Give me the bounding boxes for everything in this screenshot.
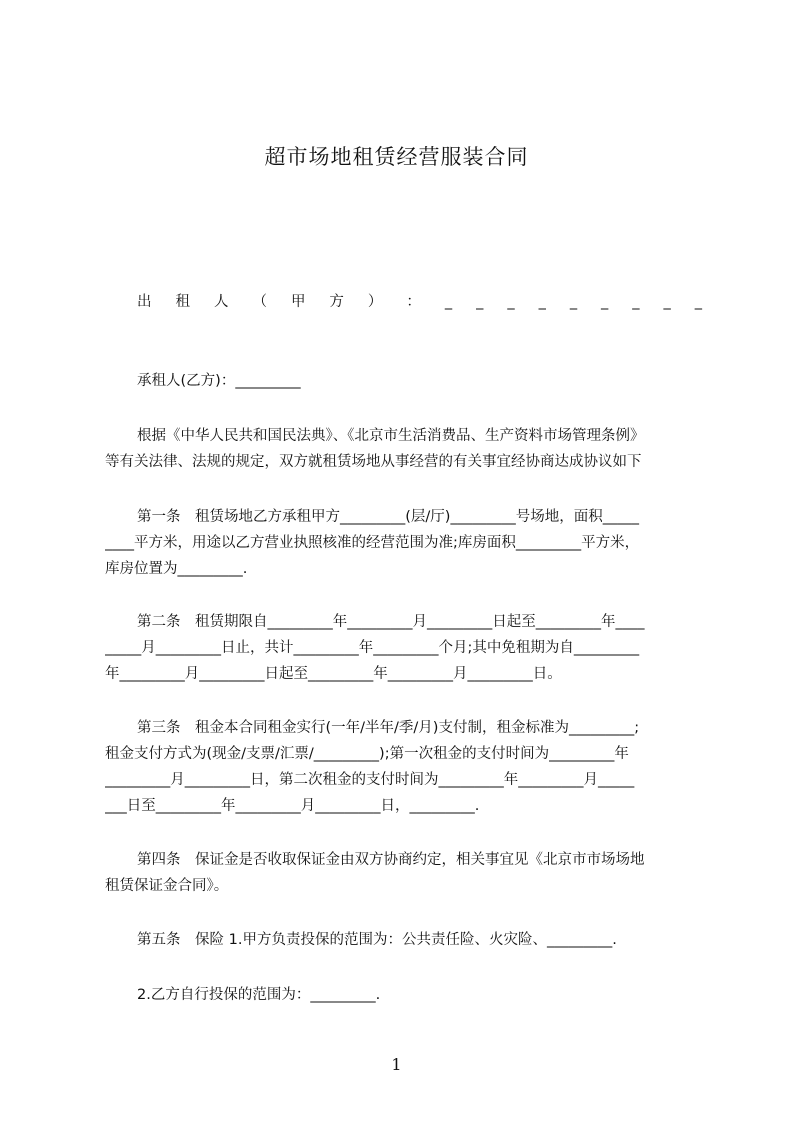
preamble-line-2: 等有关法律、法规的规定，双方就租赁场地从事经营的有关事宜经协商达成协议如下 bbox=[105, 454, 642, 470]
lessor-blank: _ bbox=[507, 294, 515, 310]
article-1-line-3: 库房位置为_________. bbox=[105, 561, 248, 577]
article-2-line-2: _____月_________日止，共计_________年_________个月;其中免租期为自_________ bbox=[105, 640, 640, 656]
lessor-blank: _ bbox=[601, 294, 609, 310]
lessor-char: 甲 bbox=[290, 294, 306, 310]
article-3-line-1: 第三条 租金本合同租金实行(一年/半年/季/月)支付制，租金标准为_________; bbox=[137, 720, 640, 736]
lessor-blank: _ bbox=[569, 294, 578, 310]
lessor-char: 方 bbox=[329, 294, 344, 310]
article-2-line-3: 年_________月_________日起至_________年_________月_________日。 bbox=[105, 666, 562, 682]
lessor-blank: _ bbox=[663, 294, 671, 310]
preamble-line-1: 根据《中华人民共和国民法典》、《北京市生活消费品、生产资料市场管理条例》 bbox=[137, 428, 645, 444]
article-3-line-3: _________月_________日，第二次租金的支付时间为_________年_________月_____ bbox=[105, 772, 635, 788]
article-3-line-2: 租金支付方式为(现金/支票/汇票/_________);第一次租金的支付时间为_________年 bbox=[105, 746, 629, 762]
lessor-blank: _ bbox=[444, 294, 453, 310]
article-1-line-1: 第一条 租赁场地乙方承租甲方_________(层/厅)_________号场地，面积_____ bbox=[137, 509, 639, 525]
page-number: 1 bbox=[391, 1055, 402, 1074]
article-5-line-2: 2.乙方自行投保的范围为：_________. bbox=[137, 987, 381, 1003]
lessee-line: 承租人(乙方)：_________ bbox=[137, 373, 301, 389]
article-1-line-2: ____平方米，用途以乙方营业执照核准的经营范围为准;库房面积_________平方米， bbox=[105, 535, 640, 551]
lessor-blank: _ bbox=[476, 294, 484, 310]
article-5-line-1: 第五条 保险 1.甲方负责投保的范围为：公共责任险、火灾险、_________. bbox=[137, 932, 617, 948]
lessor-char: ： bbox=[406, 294, 421, 310]
lessor-char: ） bbox=[367, 294, 383, 310]
lessor-char: 人 bbox=[213, 294, 229, 310]
article-3-line-4: ___日至_________年_________月_________日，_________. bbox=[105, 798, 480, 814]
lessor-blank: _ bbox=[694, 294, 702, 310]
lessor-char: 租 bbox=[175, 294, 190, 310]
lessor-char: （ bbox=[252, 294, 267, 310]
lessor-blank: _ bbox=[632, 294, 640, 310]
lessor-line bbox=[137, 292, 702, 312]
document-title: 超市场地租赁经营服装合同 bbox=[264, 145, 529, 169]
lessor-blank: _ bbox=[538, 294, 546, 310]
article-4-line-1: 第四条 保证金是否收取保证金由双方协商约定，相关事宜见《北京市市场场地 bbox=[137, 852, 645, 868]
article-4-line-2: 租赁保证金合同》。 bbox=[105, 878, 229, 894]
lessor-char: 出 bbox=[137, 294, 152, 310]
article-2-line-1: 第二条 租赁期限自_________年_________月_________日起至_________年____ bbox=[137, 614, 645, 630]
